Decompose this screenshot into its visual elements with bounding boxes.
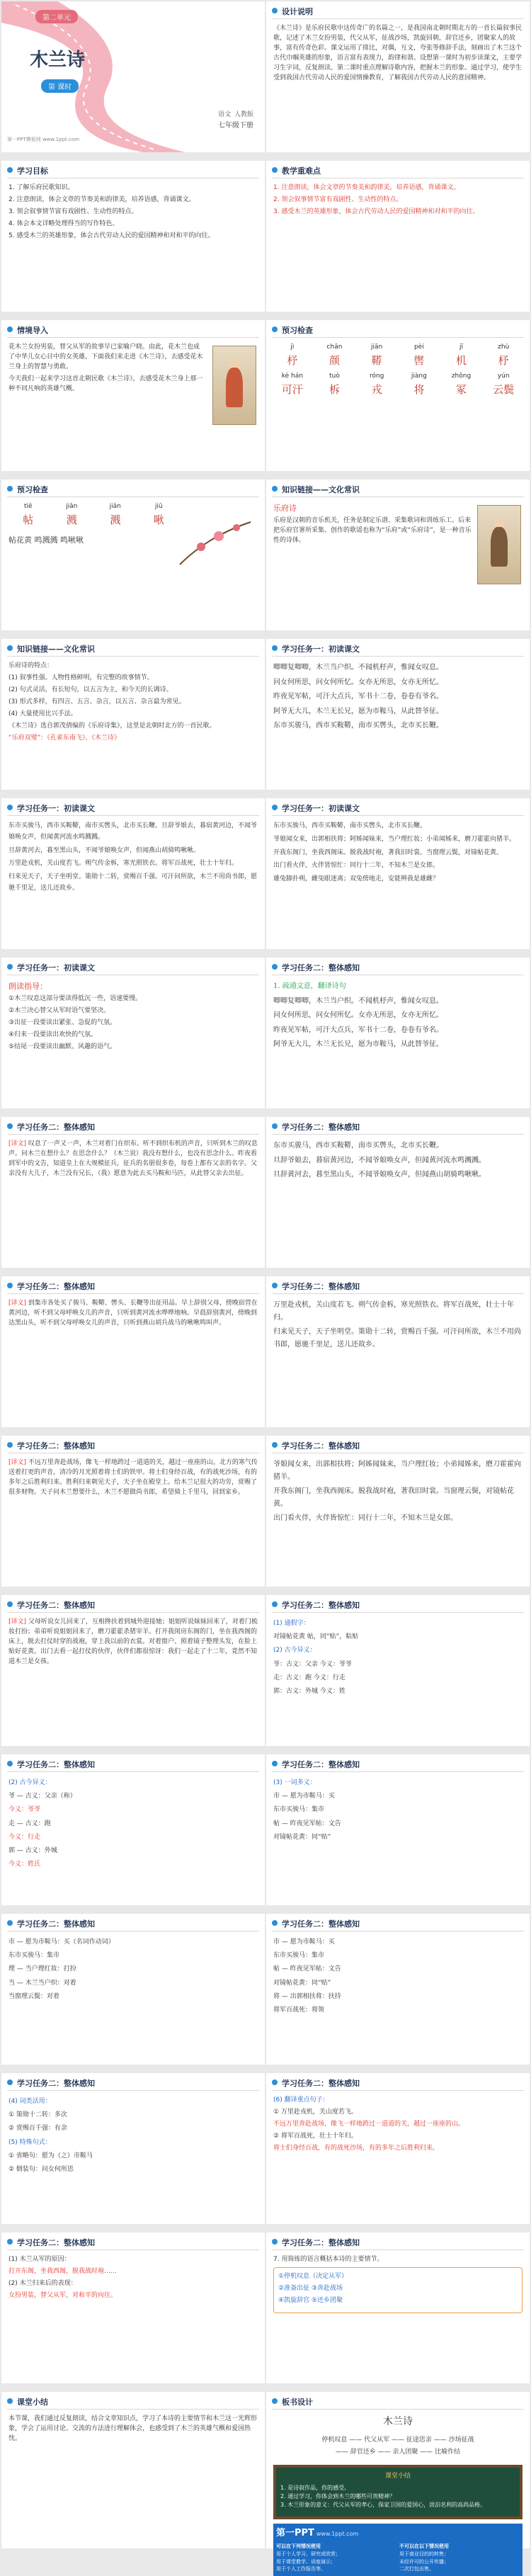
vocab-line: 今义：姓氏	[8, 1861, 41, 1868]
grammar-line: ② 赏赐百千强：有余	[8, 2125, 67, 2133]
grammar-line: (5) 特殊句式：	[8, 2138, 52, 2146]
knowledge-line: 《木兰诗》选自郭茂倩编的《乐府诗集》，这里是北朝时北方的一首民歌。	[8, 722, 216, 730]
key-item: 1. 注意朗读，体会文章的节奏美和韵律美，培养语感，背诵课文。	[273, 184, 460, 191]
task-head: (6) 翻译重点句子：	[273, 2096, 329, 2104]
slide-task2e[interactable]	[266, 1595, 530, 1746]
poem-line: 万里赴戎机，关山度若飞。朔气传金柝，寒光照铁衣。将军百战死，壮士十年归。	[8, 860, 239, 868]
slide-task2k[interactable]	[266, 2073, 530, 2224]
slide-title: 学习任务一：初读课文	[17, 963, 95, 972]
slide-task2f[interactable]	[1, 1754, 265, 1905]
pinyin: jiān	[66, 503, 78, 510]
bullet-icon	[7, 167, 13, 173]
bullet-icon	[272, 2398, 278, 2404]
poem-line: 东市买骏马，西市买鞍鞯，南市买辔头，北市买长鞭。	[273, 722, 443, 730]
slide-knowledge[interactable]	[1, 639, 265, 790]
poem-line: 问女何所思，问女何所忆。女亦无所思，女亦无所忆。	[273, 678, 443, 686]
character: 帖	[23, 513, 34, 526]
translation-tag: [译文]	[8, 1300, 27, 1307]
poem-line: 问女何所思，问女何所忆。女亦无所思，女亦无所忆。	[273, 1011, 443, 1019]
bullet-icon	[272, 1283, 278, 1288]
vocab-line: 郭 — 古义：外城	[8, 1846, 57, 1854]
bullet-icon	[7, 486, 13, 492]
vocab-line: 东市买骏马：集市	[273, 1952, 325, 1960]
slide-task2j[interactable]	[1, 2073, 265, 2224]
bullet-icon	[272, 8, 278, 13]
vocab-line: 走：古义：跑 今义：行走	[273, 1674, 346, 1681]
slide-title: 学习任务二：整体感知	[282, 1601, 360, 1610]
translation-tag: [译文]	[8, 1618, 27, 1625]
slide-title: 板书设计	[282, 2398, 313, 2407]
slide-board[interactable]	[266, 2392, 530, 2572]
pinyin: zhǒng	[451, 373, 472, 380]
slide-title: 学习任务二：整体感知	[17, 1282, 95, 1291]
guide-line: ④归来一段要读出欢快的气氛。	[8, 1031, 98, 1038]
slide-title: 学习任务二：整体感知	[282, 2079, 360, 2088]
slide-preview-2[interactable]	[1, 480, 265, 630]
slide-title: 教学重难点	[282, 166, 321, 176]
edition: 人教版	[234, 111, 253, 118]
reading-guide-head: 朗读指导：	[8, 982, 47, 991]
cover-footer: 第一PPT模板网 www.1ppt.com	[7, 137, 79, 142]
slide-trans1[interactable]	[1, 1117, 265, 1268]
slide-task2h[interactable]	[1, 1914, 265, 2065]
slide-title: 学习任务一：初读课文	[17, 804, 95, 813]
bullet-icon	[7, 1283, 13, 1288]
vocab-line: 郭：古义：外城 今义：姓	[273, 1687, 346, 1695]
slide-title: 设计说明	[282, 7, 313, 16]
board-line: 停机叹息 —— 代父从军 —— 征途思亲 —— 沙场征战	[321, 2436, 474, 2444]
task-head: (4) 词类活用：	[8, 2098, 52, 2105]
cover-slide[interactable]	[1, 1, 265, 152]
vocab-line: 今义：行走	[8, 1833, 41, 1841]
slide-title: 知识链接——文化常识	[17, 645, 95, 654]
brand-col2: 用于商业目的的转售； 未经许可的公开传播； 二次打包出售。	[399, 2551, 449, 2572]
poem-line: 旦辞黄河去，暮至黑山头，不闻爷娘唤女声，但闻燕山胡骑鸣啾啾。	[273, 1171, 486, 1179]
slide-task2i[interactable]	[266, 1914, 530, 2065]
flower-illustration	[173, 508, 258, 572]
poem-line: 开我东阁门，坐我西阁床。脱我战时袍，著我旧时裳。当窗理云鬓，对镜帖花黄。	[273, 849, 503, 856]
chalkboard	[273, 2465, 523, 2519]
slide-yuefu[interactable]	[266, 480, 530, 630]
slide-task2g[interactable]	[266, 1754, 530, 1905]
slide-title: 学习任务一：初读课文	[282, 645, 360, 654]
slide-task2b[interactable]	[266, 1117, 530, 1268]
bullet-icon	[7, 1601, 13, 1607]
poem-line: 万里赴戎机，关山度若飞。朔气传金柝，寒光照铁衣。将军百战死，壮士十年归。	[273, 1301, 514, 1322]
vocab-line: 走 — 古义：跑	[8, 1820, 51, 1827]
poem-line: 旦辞爷娘去，暮宿黄河边，不闻爷娘唤女声，但闻黄河流水鸣溅溅。	[273, 1156, 486, 1164]
slide-title: 学习任务二：整体感知	[282, 1760, 360, 1769]
poem-line: 出门看火伴，火伴皆惊忙：同行十二年，不知木兰是女郎。	[273, 862, 440, 870]
yuefu-head: 乐府诗	[273, 504, 297, 513]
slide-trans4[interactable]	[1, 1595, 265, 1746]
character: 戎	[371, 383, 382, 397]
plot-line: ④凯旋辞官 ⑤还乡团聚	[278, 2296, 343, 2304]
knowledge-line: “乐府双璧”：《孔雀东南飞》、《木兰诗》	[8, 734, 120, 742]
goal-item: 2. 注意朗读，体会文章的节奏美和韵律美，培养语感，背诵课文。	[8, 195, 195, 203]
slide-title: 预习检查	[282, 326, 313, 335]
character: 溅	[66, 513, 77, 526]
bullet-icon	[272, 327, 278, 332]
slide-task2a[interactable]	[266, 958, 530, 1108]
pinyin: jiān	[371, 344, 383, 351]
pinyin: jiū	[154, 503, 163, 510]
character: 杼	[498, 353, 509, 367]
slide-goals[interactable]	[1, 161, 265, 312]
vocab-line: (2) 古今异义：	[273, 1647, 316, 1655]
slide-title: 学习任务二：整体感知	[282, 1919, 360, 1929]
summary-text: 本节课，我们通过反复朗读，结合文章知识点，学习了本诗的主要情节和木兰这一光辉形象，学会了运用讨论、交流的方法进行理解体会，也感受到了木兰的英雄气概和爱国热忱。	[8, 2415, 258, 2442]
poem-line: 唧唧复唧唧，木兰当户织。不闻机杼声，惟闻女叹息。	[273, 664, 443, 671]
poem-line: 阿爷无大儿，木兰无长兄，愿为市鞍马，从此替爷征。	[273, 1040, 443, 1048]
analysis-line: (1) 木兰从军的原因：	[8, 2256, 71, 2263]
sentence-line: ② 将军百战死，壮士十年归。	[273, 2132, 358, 2140]
pinyin: jiàng	[411, 373, 427, 380]
slide-trans2[interactable]	[1, 1276, 265, 1427]
bullet-icon	[272, 2239, 278, 2245]
preview-words: 帖花黄 鸣溅溅 鸣啾啾	[8, 535, 84, 545]
plot-line: ②准备出征 ③奔赴战场	[278, 2284, 343, 2292]
slide-title: 学习任务二：整体感知	[282, 963, 360, 972]
character: 溅	[110, 513, 121, 526]
bullet-icon	[7, 1920, 13, 1926]
slide-title: 学习任务二：整体感知	[282, 1441, 360, 1451]
poem-line: 雄兔脚扑朔，雌兔眼迷离；双兔傍地走，安能辨我是雄雌？	[273, 875, 440, 883]
vocab-line: 将 — 出郭相扶将：扶持	[273, 1992, 341, 2000]
sentence-line: 不远万里奔赴战场，像飞一样地跨过一道道的关，越过一座座的山。	[273, 2120, 465, 2128]
vocab-line: 市 — 愿为市鞍马：买	[273, 1793, 335, 1800]
poem-line: 归来见天子，天子坐明堂。策勋十二转，赏赐百千强。可汗问所欲，木兰不用尚书郎，愿驰千里足，送儿还故乡。	[273, 1328, 521, 1349]
mulan-painting	[212, 346, 256, 425]
bullet-icon	[272, 1601, 278, 1607]
pinyin: kè hán	[281, 373, 303, 380]
goal-item: 3. 领会叙事情节富有戏剧性、生动性的特点。	[8, 208, 138, 215]
slide-title: 学习任务二：整体感知	[17, 1441, 95, 1451]
brand-name: 第一PPT	[276, 2527, 314, 2538]
bullet-icon	[272, 1123, 278, 1129]
knowledge-line: 乐府诗的特点：	[8, 662, 54, 669]
analysis-line: (2) 木兰归来后的表现：	[8, 2279, 77, 2287]
slide-title: 学习任务二：整体感知	[17, 1919, 95, 1929]
slide-task1d[interactable]	[1, 958, 265, 1108]
character: 柝	[329, 383, 340, 397]
pinyin: jiān	[109, 503, 121, 510]
vocab-line: 市 — 愿为市鞍马：买	[273, 1939, 335, 1946]
poem-line: 爷娘闻女来，出郭相扶将；阿姊闻妹来，当户理红妆；小弟闻姊来，磨刀霍霍向猪羊。	[273, 835, 516, 843]
vocab-line: 当 — 木兰当户织：对着	[8, 1979, 76, 1987]
vocab-line: 市 — 愿为市鞍马：买（名词作动词）	[8, 1939, 115, 1946]
knowledge-line: (4) 大量使用比兴手法。	[8, 710, 77, 717]
board-title: 木兰诗	[383, 2416, 413, 2427]
vocab-line: 对镜帖花黄：同“贴”	[273, 1979, 331, 1987]
vocab-line: 今义：爷爷	[8, 1806, 41, 1814]
goal-item: 1. 了解乐府民歌知识。	[8, 184, 74, 191]
character: 啾	[153, 513, 164, 526]
brand-col1-head: 可以在下列情况使用	[276, 2543, 321, 2549]
translation-text: 叹息了一声又一声，木兰对着门在织布。听不到织布机的声音，只听到木兰的叹息声。问木兰在想什么？在思念什么？（木兰说）我没有想什么，也没有思念什么。昨夜看到军中的文告，知道皇上在大规模征兵，征兵的名册很多卷，每卷上都有父亲的名字。父亲没有大儿子，木兰没有兄长，（我）愿意为此去买马鞍和马匹，从此替父亲去出征。	[8, 1140, 258, 1177]
slide-trans3[interactable]	[1, 1436, 265, 1587]
task-head: 1. 疏通文意，翻译诗句	[273, 982, 346, 990]
slide-task2m[interactable]	[266, 2232, 530, 2383]
slide-title: 学习任务二：整体感知	[17, 1601, 95, 1610]
slide-title: 学习任务二：整体感知	[282, 1123, 360, 1132]
bullet-icon	[7, 805, 13, 810]
goal-item: 5. 感受木兰的英雄形象，体会古代劳动人民的爱国精神和对和平的向往。	[8, 232, 215, 239]
guide-line: ③出征一段要读出紧张、急促的气氛。	[8, 1019, 117, 1026]
knowledge-line: (2) 句式灵活，有长短句，以五言为主，和今天的长调诗。	[8, 686, 173, 693]
character: 云鬓	[493, 383, 515, 397]
pinyin: jī	[459, 344, 463, 351]
poem-line: 东市买骏马，西市买鞍鞯，南市买辔头，北市买长鞭。旦辞爷娘去，暮宿黄河边，不闻爷娘唤女声，但闻黄河流水鸣溅溅。	[8, 822, 258, 841]
vocab-line: 对镜帖花黄：同“贴”	[273, 1833, 331, 1841]
bullet-icon	[272, 645, 278, 651]
guide-line: ②木兰决心替父从军时语气要坚决。	[8, 1006, 110, 1014]
poem-line: 阿爷无大儿，木兰无长兄，愿为市鞍马，从此替爷征。	[273, 707, 443, 715]
translation-tag: [译文]	[8, 1140, 27, 1147]
poem-line: 昨夜见军帖，可汗大点兵，军书十二卷，卷卷有爷名。	[273, 693, 443, 700]
slide-title: 学习任务二：整体感知	[17, 2238, 95, 2247]
goal-item: 4. 体会本文详略处理得当的写作特色。	[8, 220, 119, 227]
poem-line: 爷娘闻女来，出郭相扶将；阿姊闻妹来，当户理红妆；小弟闻姊来，磨刀霍霍向猪羊。	[273, 1460, 521, 1481]
slide-task2d[interactable]	[266, 1436, 530, 1587]
grammar-line: ② 倒装句：问女何所思	[8, 2165, 74, 2173]
slide-title: 学习任务二：整体感知	[17, 1760, 95, 1769]
cover-lesson-badge: 第 课时	[41, 79, 79, 93]
slide-task2c[interactable]	[266, 1276, 530, 1427]
bullet-icon	[272, 964, 278, 970]
vocab-line: 帖 — 昨夜见军帖：文告	[273, 1820, 341, 1827]
task-head: 7. 用简练的语言概括本诗的主要情节。	[273, 2256, 384, 2263]
bullet-icon	[7, 2079, 13, 2085]
bullet-icon	[7, 2239, 13, 2245]
slide-title: 预习检查	[17, 485, 48, 494]
vocab-line: 爷 — 古义：父亲（称）	[8, 1793, 76, 1800]
grade: 七年级下册	[218, 122, 253, 130]
poem-line: 东市买骏马，西市买鞍鞯，南市买辔头，北市买长鞭。	[273, 822, 427, 829]
vocab-line: 当窗理云鬓：对着	[8, 1992, 60, 2000]
slide-title: 学习目标	[17, 166, 48, 176]
pinyin: tuò	[329, 373, 340, 380]
poem-line: 东市买骏马，西市买鞍鞯，南市买辔头，北市买长鞭。	[273, 1142, 443, 1150]
grammar-line: ① 策勋十二转：多次	[8, 2111, 67, 2119]
poem-line: 出门看火伴，火伴皆惊忙：同行十二年，不知木兰是女郎。	[273, 1514, 457, 1522]
pinyin-grid	[273, 343, 523, 398]
slide-title: 学习任务二：整体感知	[282, 1282, 360, 1291]
task-head: (1) 通假字：	[273, 1620, 310, 1627]
guide-line: ⑤结尾一段要读出幽默、风趣的语气。	[8, 1043, 117, 1050]
brand-banner	[273, 2524, 523, 2576]
brand-url[interactable]: www.1ppt.com	[316, 2530, 359, 2537]
translation-text: 到集市各处买了骏马、鞍鞯、辔头、长鞭等出征用品。早上辞别父母，傍晚宿营在黄河边，听不到父母呼唤女儿的声音，只听到黄河流水哗哗地响。早晨辞别黄河，傍晚到达黑山头，听不到父母呼唤女儿的声音，只听到燕山胡兵战马的啾啾鸣叫声。	[8, 1300, 258, 1327]
cover-book-info	[218, 108, 253, 130]
slide-keys[interactable]	[266, 161, 530, 312]
bullet-icon	[7, 1761, 13, 1766]
slide-intro[interactable]	[1, 320, 265, 471]
pinyin: jì	[290, 344, 295, 351]
chalk-text: 1. 是诗叙作品，你的感受。 2. 通过学习，你体会到木兰的哪些可贵精神？ 3. 木兰形象的意义：代父从军的孝心，保家卫国的爱国心，淡泊名利的高尚品格。	[280, 2484, 486, 2509]
brand-col2-head: 不可以在以下情况使用	[399, 2543, 449, 2549]
bullet-icon	[7, 327, 13, 332]
intro-text-2: 今天我们一起来学习这首北朝民歌《木兰诗》，去感受花木兰身上那一种不同凡响的英雄气概。	[8, 375, 203, 392]
slide-summary[interactable]	[1, 2392, 265, 2548]
knowledge-line: (1) 叙事性强。人物性格鲜明，有完整的故事情节。	[8, 674, 154, 681]
pinyin: tiē	[23, 503, 33, 510]
cover-title: 木兰诗	[30, 50, 86, 71]
slide-title: 学习任务二：整体感知	[282, 2238, 360, 2247]
sentence-line: 将士们身经百战，有的战死沙场，有的多年之后胜利归来。	[273, 2144, 440, 2152]
poem-line: 开我东阁门，坐我西阁床。脱我战时袍，著我旧时裳。当窗理云鬓，对镜帖花黄。	[273, 1487, 514, 1508]
slide-title: 情境导入	[17, 326, 48, 335]
road-illustration	[1, 1, 265, 152]
knowledge-line: (3) 形式多样，有四言、五言、杂言，以五言、杂言最为常见。	[8, 698, 185, 705]
slide-title: 知识链接——文化常识	[282, 485, 360, 494]
task-head: (3) 一词多义：	[273, 1779, 316, 1786]
pinyin: zhù	[498, 344, 510, 351]
bullet-icon	[7, 1442, 13, 1448]
analysis-line: 打开东阁，坐我西阁，脱我战时袍……	[8, 2267, 118, 2275]
slide-preview[interactable]	[266, 320, 530, 471]
translation-text: 不远万里奔赴战场，像飞一样地跨过一道道的关，越过一座座的山。北方的寒气传送着打更的声音，清冷的月光照着将士们的铁甲。将士们身经百战，有的战死沙场，有的多年之后胜利归来。胜利归来朝见天子，天子坐在殿堂上。给木兰记很大的功劳，赏赐了很多财物。天子问木兰想要什么，木兰不愿做尚书郎，希望骑上千里马，回到家乡。	[8, 1459, 258, 1496]
slide-design[interactable]	[266, 1, 530, 152]
poem-line: 唧唧复唧唧，木兰当户织。不闻机杼声，惟闻女叹息。	[273, 997, 443, 1005]
character: 杼	[287, 353, 298, 367]
slide-title: 学习任务二：整体感知	[17, 2079, 95, 2088]
bullet-icon	[7, 1123, 13, 1129]
character: 将	[413, 383, 425, 397]
bullet-icon	[7, 2398, 13, 2404]
bullet-icon	[272, 486, 278, 492]
slide-task1b[interactable]	[1, 798, 265, 949]
translation-text: 父母听说女儿回来了，互相搀扶着到城外迎接她；姐姐听说妹妹回来了，对着门梳妆打扮；弟弟听说姐姐回来了，磨刀霍霍杀猪宰羊。打开我闺房东阁的门，坐在我西阁的床上，脱去打仗时穿的战袍，穿上我以前的衣裳。对着窗户、照着镜子整理头发，在脸上贴好花黄。出门去看一起打仗的伙伴，伙伴们都很惊讶：我们一起走了十二年，竟然不知道木兰是女孩。	[8, 1618, 258, 1665]
bullet-icon	[7, 964, 13, 970]
character: 颜	[329, 353, 340, 367]
translation-tag: [译文]	[8, 1459, 27, 1466]
bullet-icon	[272, 167, 278, 173]
bullet-icon	[272, 805, 278, 810]
guide-line: ①木兰叹息这部分要读得低沉一些，语速要慢。	[8, 995, 142, 1003]
bullet-icon	[272, 2079, 278, 2085]
key-item: 2. 领会叙事情节富有戏剧性、生动性的特点。	[273, 195, 403, 203]
cover-unit-badge: 第二单元	[35, 10, 78, 23]
poem-line: 昨夜见军帖，可汗大点兵，军书十二卷，卷卷有爷名。	[273, 1026, 443, 1034]
slide-title: 学习任务二：整体感知	[17, 1123, 95, 1132]
character: 可汗	[281, 383, 303, 397]
vocab-line: 东市买骏马：集市	[273, 1806, 325, 1814]
sentence-line: ① 万里赴戎机，关山度若飞。	[273, 2108, 358, 2116]
character: 辔	[413, 353, 425, 367]
poem-line: 旦辞黄河去，暮至黑山头，不闻爷娘唤女声，但闻燕山胡骑鸣啾啾。	[8, 846, 200, 854]
vocab-line: 对镜帖花黄 帖，同“贴”，粘贴	[273, 1633, 359, 1641]
bullet-icon	[272, 1920, 278, 1926]
intro-text: 花木兰女扮男装，替父从军的故事早已家喻户晓。由此，花木兰也成了中华儿女心目中的女英雄。下面我们来走进《木兰诗》，去感受花木兰身上的智慧与勇敢。	[8, 344, 203, 370]
analysis-line: 女扮男装，替父从军，对和平的向往。	[8, 2291, 118, 2299]
poem-line: 归来见天子，天子坐明堂。策勋十二转，赏赐百千强。可汗问所欲，木兰不用尚书郎，愿驰千里足，送儿还故乡。	[8, 873, 258, 892]
design-text: 《木兰诗》是乐府民歌中这传奇广的名篇之一，是我国南北朝时期北方的一首长篇叙事民歌，记述了木兰女扮男装，代父从军，征战沙场，凯旋回朝，辞官还乡，团聚家人的故事，富有传奇色彩。课文运用了排比，对偶，互文，夸张等修辞手法，刻画出了木兰这个古代巾帼英雄的形象，语言富有表现力，韵律和谐。设想第一课时为初步读课文，主要学习生字词，反复朗读。第二课时重点理解诗歌内容，把握木兰的形象。通过学习，使学生受到我国古代劳动人民的爱国情操教育，了解我国古代劳动人民的意园精神。	[273, 25, 523, 81]
chalk-title: 课堂小结	[384, 2472, 411, 2480]
plot-summary-box	[273, 2267, 523, 2313]
key-item: 3. 感受木兰的英雄形象，体会古代劳动人民的爱国精神和对和平的向往。	[273, 208, 479, 215]
slide-task2l[interactable]	[1, 2232, 265, 2383]
grammar-line: ① 省略句：愿为（之）市鞍马	[8, 2152, 93, 2160]
vocab-line: 东市买骏马：集市	[8, 1952, 60, 1960]
yuefu-text: 乐府是汉朝的音乐机关，任务是制定乐谱、采集歌词和训练乐工。后来把乐府官署所采集、创作的歌谣也称为“乐府”或“乐府诗”，是一种音乐性的诗体。	[273, 517, 472, 544]
character: 机	[455, 353, 467, 367]
vocab-line: 将军百战死：将领	[273, 2006, 325, 2014]
pinyin: róng	[369, 373, 384, 380]
plot-line: ①停机叹息（决定从军）	[278, 2272, 348, 2280]
pinyin: pèi	[413, 344, 424, 351]
publisher: 语文	[218, 111, 232, 118]
vocab-line: 爷：古义：父亲 今义：爷爷	[273, 1660, 352, 1668]
slide-task1c[interactable]	[266, 798, 530, 949]
slide-title: 学习任务一：初读课文	[282, 804, 360, 813]
pinyin: yún	[497, 373, 510, 380]
bullet-icon	[7, 645, 13, 651]
pinyin-grid	[8, 502, 178, 528]
slide-task1a[interactable]	[266, 639, 530, 790]
bullet-icon	[272, 1442, 278, 1448]
board-line: —— 辞官还乡 —— 亲人团聚 —— 比喻作结	[335, 2448, 461, 2456]
slide-title: 课堂小结	[17, 2398, 48, 2407]
vocab-line: 理 — 当户理红妆：打扮	[8, 1965, 76, 1973]
brand-col1: 用于个人学习、研究或欣赏； 用于课堂教学、讲座演示； 用于个人工作报告等。	[276, 2551, 341, 2572]
bullet-icon	[272, 1761, 278, 1766]
vocab-line: 帖 — 昨夜见军帖：文告	[273, 1965, 341, 1973]
character: 鞯	[371, 353, 382, 367]
scroll-painting	[477, 505, 521, 584]
character: 冢	[455, 383, 467, 397]
pinyin: chǎn	[326, 344, 343, 351]
task-head: (2) 古今异义：	[8, 1779, 52, 1786]
